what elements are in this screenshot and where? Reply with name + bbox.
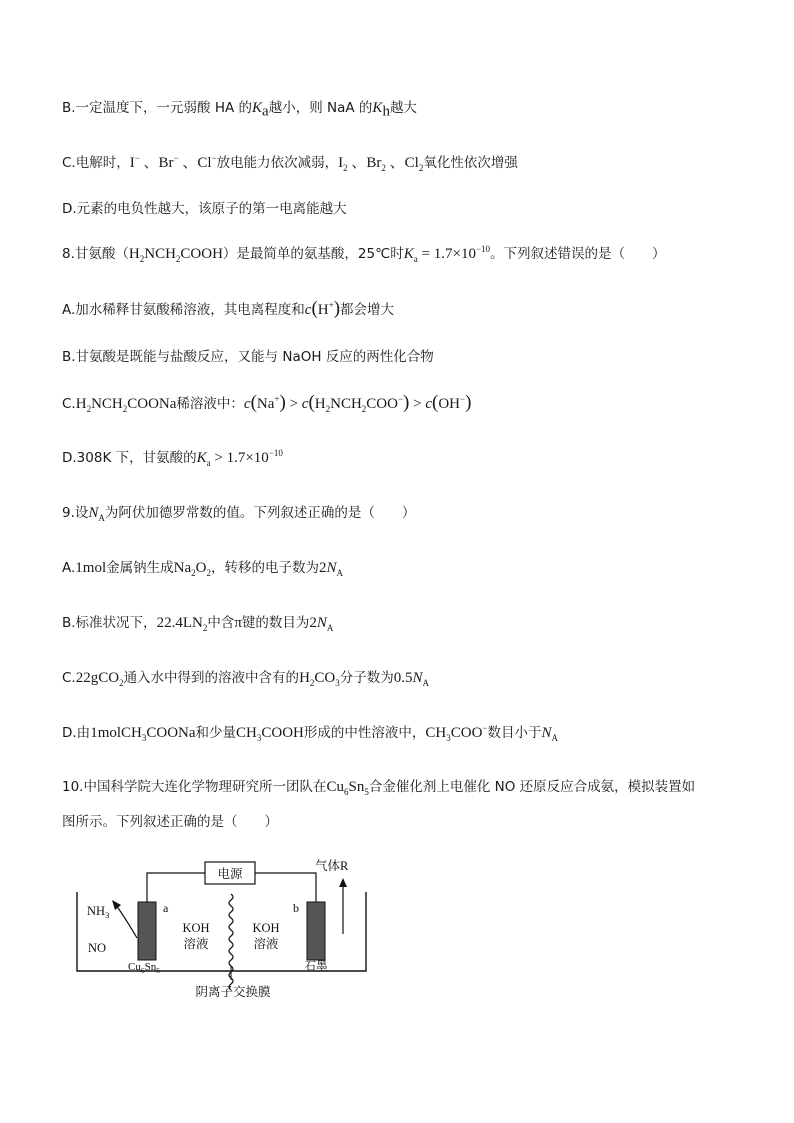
gas-r-label: 气体R: [315, 859, 349, 873]
wire-left: [147, 873, 205, 902]
solution-right: 溶液: [253, 937, 279, 951]
wire-right: [255, 873, 316, 902]
q9-option-d: D.由1molCH$_3$COONa和少量$CH_3COOH$形成的中性溶液中，$CH_3COO^-$数目小于$N_A$: [62, 723, 559, 743]
power-source-label: 电源: [217, 867, 243, 881]
q9-option-a: A.1mol金属钠生成$Na_2O_2$，转移的电子数为$2N_A$: [62, 560, 343, 578]
electrolysis-diagram: [74, 854, 374, 1004]
q9-stem: 9.设$N_A$为阿伏加德罗常数的值。下列叙述正确的是（ ）: [62, 505, 416, 523]
q8-option-b: B.甘氨酸是既能与盐酸反应，又能与 NaOH 反应的两性化合物: [62, 349, 434, 365]
graphite-label: 石墨: [304, 961, 328, 973]
electrode-b-label: b: [293, 901, 299, 915]
q8-option-d: D.308K 下，甘氨酸的$K_a > 1.7\times 10^{-10}$: [62, 448, 283, 468]
koh-right: KOH: [252, 921, 280, 935]
q8-option-a: A.加水稀释甘氨酸稀溶液，其电离程度和c(H+)都会增大: [62, 298, 395, 319]
conversion-arrow: [116, 905, 137, 938]
q7-option-b: B.一定温度下，一元弱酸 HA 的$K_a$越小，则 NaA 的$K_h$越大: [62, 100, 417, 120]
q10-stem-line2: 图所示。下列叙述正确的是（ ）: [62, 814, 278, 830]
q7-option-d: D.元素的电负性越大，该原子的第一电离能越大: [62, 201, 347, 217]
electrode-a-label: a: [163, 901, 169, 915]
q9-option-b: B.标准状况下，$22.4LN_2$中含π键的数目为$2N_A$: [62, 615, 334, 633]
nh3-label: $NH_3$: [87, 904, 110, 920]
q8-option-c: $C.H_2NCH_2COONa$稀溶液中：$c(Na^+) > c(H_2NCH_2COO^-) > c(OH^-)$: [62, 392, 472, 414]
q9-option-c: C.22gCO$_2$通入水中得到的溶液中含有的$H_2CO_3$分子数为$0.5N_A$: [62, 670, 430, 688]
membrane-label: 阴离子交换膜: [195, 985, 271, 999]
gas-arrow-head: [339, 878, 347, 887]
electrode-a: [138, 902, 156, 960]
koh-left: KOH: [182, 921, 210, 935]
conversion-arrow-head: [112, 900, 121, 910]
solution-left: 溶液: [183, 937, 209, 951]
q10-stem-line1: 10.中国科学院大连化学物理研究所一团队在$Cu_6Sn_5$合金催化剂上电催化 NO 还原反应合成氨，模拟装置如: [62, 779, 696, 797]
q7-option-c: C.电解时，I− 、Br− 、Cl−放电能力依次减弱，$I_2$ 、$Br_2$ 、$Cl_2$氧化性依次增强: [62, 153, 518, 173]
no-label: NO: [88, 941, 107, 955]
q8-stem: 8.甘氨酸$(H_2NCH_2COOH)$是最简单的氨基酸，25℃时$K_a = 1.7\times 10^{-10}$。下列叙述错误的是（ ）: [62, 244, 666, 264]
cu6sn5-label: $Cu_6Sn_5$: [128, 961, 160, 975]
electrode-b: [307, 902, 325, 960]
